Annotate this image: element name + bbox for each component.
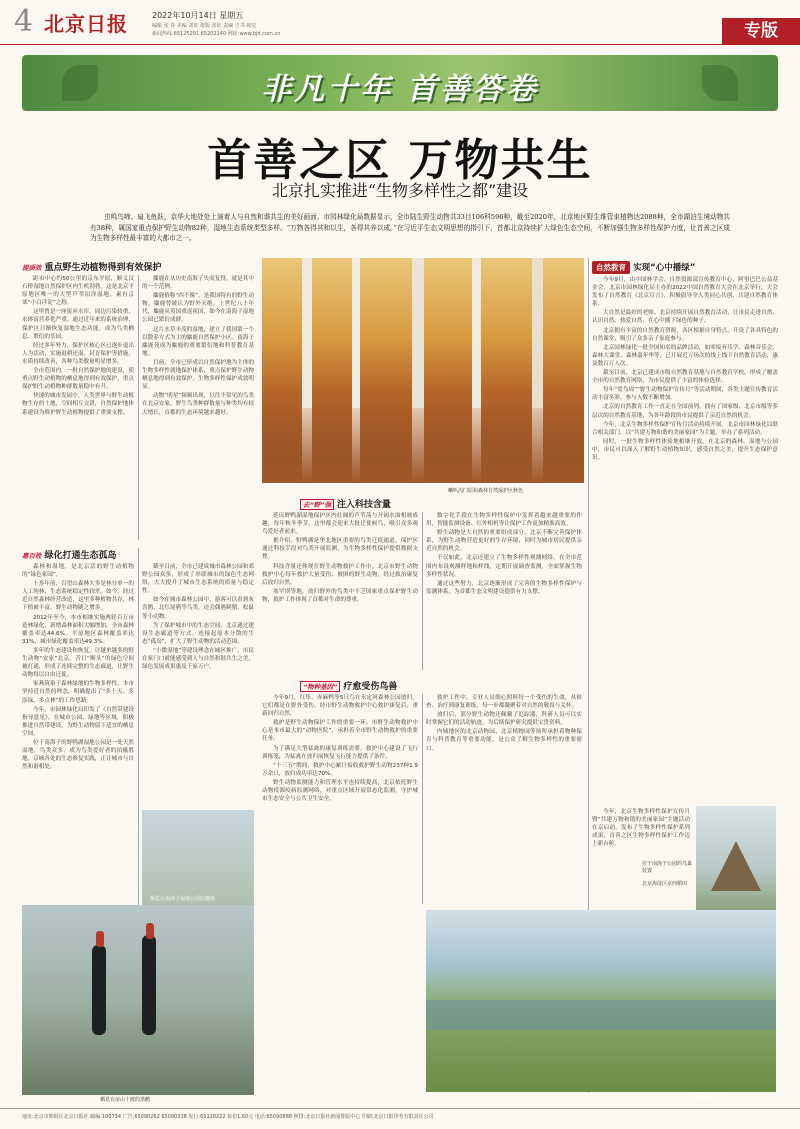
paragraph: 如今在城市森林公园中，游客可以看到灰喜鹊、北红尾鸲等鸟类，还会偶遇刺猬、松鼠等小动物。 <box>142 597 254 620</box>
section-3-column-2 <box>426 512 582 670</box>
section-5-stamp: 自然教育 <box>592 261 630 274</box>
paragraph: 塞罕坝等地，放归野外的鸟类中不乏国家重点保护野生动物，救护工作体现了首都对生命的尊重。 <box>262 588 418 603</box>
paragraph: 这片水草丰茂的湿地，建立了我国第一个以散养方式为主的麋鹿自然保护小区。南海子麋鹿苑成为麋鹿的重要繁衍地和科普教育基地。 <box>142 326 254 357</box>
paragraph: 同时，一批生物多样性体验地相继开放，在北京的森林、湿地与公园中，市民可以深入了解野生动植物知识，感受自然之美，提升生态保护意识。 <box>592 438 778 461</box>
section-3-tag: 去“野”强 <box>300 499 334 510</box>
column-rule <box>422 512 423 670</box>
section-3-column-1 <box>262 512 418 670</box>
headline-subtitle: 北京扎实推进“生物多样性之都”建设 <box>271 181 529 200</box>
paragraph: 这里曾是一座废弃水库，周边污染较重，水体富营养化严重。通过近年来的系统治理，保护区日渐恢复湿地生态功能，成为鸟类栖息、繁衍的乐园。 <box>22 309 134 340</box>
column-rule <box>138 275 139 540</box>
paragraph: 多年的生态建设和恢复，让越来越多的野生动物“安家”北京。昔日“断头”的绿色空间被打通，形成了连续完整的生态廊道，让野生动物得以自由迁徙。 <box>22 647 134 679</box>
lead-paragraph: 虫鸣鸟啼、扇飞鱼跃，京华大地处处上演着人与自然和谐共生的美好画面。市园林绿化局数据显示，全市陆生野生动物共33目106科596种，截至2020年，北京地区野生维管束植物达2088种，全市湖泊生境动物共有38种，属国家重点保护野生动物82种，湿地生态系统类型多样。“万物各得其和以生，各得其养以成。”在习近平生态文明思想的指引下，首都北京持续扩大绿色生态空间，不断加强生物多样性保护力度，让首善之区成为生物多样性最丰富的大都市之一。 <box>90 213 730 242</box>
photo-nest-installation <box>696 806 776 910</box>
section-2-header <box>22 548 117 561</box>
section-5-column-2 <box>592 808 693 908</box>
paragraph: 通过这些努力，北京逐渐形成了完善的生物多样性保护与监测体系，为首都生态文明建设提供有力支撑。 <box>426 580 582 595</box>
paragraph: 放归后，部分野生动物还佩戴了追踪器，科研人员可以实时掌握它们的活动轨迹，为后续保护研究提供宝贵资料。 <box>426 712 582 727</box>
section-4-tag: “物种基因” <box>300 681 340 692</box>
paragraph: 科技含量还体现在野生动物救护工作中。北京市野生动物救护中心每年救护大量受伤、被困的野生动物，经过救治康复后放归自然。 <box>262 563 418 586</box>
caption-black-stork: 栖息在房山十渡的黑鹳 <box>100 1097 151 1103</box>
paragraph: 北京拥有丰富的自然教育资源，各区根据自身特点，开设了各具特色的自然课堂，吸引了众多亲子家庭参与。 <box>592 327 778 342</box>
section-4-column-1 <box>262 694 418 1094</box>
caption-deer: 栖息在南海子湿地公园的麋鹿 <box>150 896 216 902</box>
paragraph: 经过多年努力，保护区核心区已逐步退出人为活动，实施退耕还湿、封育保护等措施，水质持续改善，各种鸟类数量明显增多。 <box>22 342 134 365</box>
paragraph: 全市范围内，一批自然保护地的建设，使重点野生动植物的栖息地得到有效保护，重点保护野生动植物种群数量稳中有升。 <box>22 368 134 391</box>
paragraph: 今年，北京生物多样性保护宣传月活动持续开展，北京市园林绿化局联合相关部门，以“共建万物和谐的美丽家园”为主题，举办了系列活动。 <box>592 421 778 436</box>
footer-info: 地址:北京市朝阳区北京日报社 邮编:100734 广告:65090262 65090338 发行:65128222 每份1.60元 电话:65090888 照排:北京日报社新闻排版中心 印刷:北京日报印务有限责任公司 <box>22 1114 434 1120</box>
photo-black-stork <box>22 905 254 1095</box>
special-badge: 专版 <box>722 18 800 44</box>
section-1-header <box>22 260 162 273</box>
photo-autumn-forest <box>262 258 584 483</box>
paragraph: 今年9月，由中国林学会、自然资源部宣传教育中心、阿里巴巴公益基金会、北京市园林绿化局主办的2022中国自然教育大会在北京举行，大会发布了自然教育《北京宣言》，积极倡导全人类同心共创、共建自然教育体系。 <box>592 277 778 308</box>
paragraph: 延庆野鸭湖湿地保护区内壮阔的芦苇荡与开阔水面相映成趣，每年秋冬季节，这里都会迎来大批迁徙候鸟，吸引众多观鸟爱好者前来。 <box>262 513 418 536</box>
paragraph: 麋鹿俗称“四不像”，是我国特有的野生动物。麋鹿曾被认为野外灭绝。上世纪八十年代，麋鹿从英国重返祖国，如今在南海子湿地公园已繁衍成群。 <box>142 293 254 324</box>
paragraph: 距市中心约50公里的京东平原，顺义汉石桥湿地自然保护区内生机勃勃。这是北京平原地区唯一的大型芦苇沼泽湿地，素有京郊“小白洋淀”之称。 <box>22 276 134 307</box>
editors-line: 编辑 张 春 美编 刘征 排版 张征 责编 吉书 视觉 <box>152 23 257 29</box>
section-4-title: 疗愈受伤鸟兽 <box>343 682 398 692</box>
section-2-tag: 惠百姓 <box>22 552 42 560</box>
page-number: 4 <box>14 4 34 39</box>
section-4-column-2 <box>426 694 582 904</box>
paragraph: 家燕筑巢于森林绿地的生物多样性，本市坚持近自然的理念，明确提出了“多上天、多添绿、多点林”的工作思路。 <box>22 681 134 704</box>
paragraph: 救护工作中，专业人员细心照料每一个受伤的生命，从检查、治疗到康复训练，每一步都凝聚着对自然的敬畏与关怀。 <box>426 695 582 710</box>
section-2-title: 绿化打通生态孤岛 <box>44 551 117 561</box>
paragraph: 野生动物是大自然的重要组成部分，北京不断完善保护体系，为野生动物营造更好的生存环境，同时为城市居民提供亲近自然的机会。 <box>426 530 582 553</box>
section-5-title: 实现“心中播绿” <box>633 263 696 273</box>
paragraph: 为了满足大型猛禽的康复训练需要，救护中心建设了飞行训练笼，为猛禽在放归前恢复飞行能力提供了条件。 <box>262 745 418 760</box>
paragraph: 森林和湿地，是北京活的野生动植物的“绿色家园”。 <box>22 564 134 579</box>
section-1-column-1 <box>22 275 134 540</box>
paragraph: 位于南海子的野鸭湖湿地公园是一处天然湿地，鸟类众多，成为鸟类爱好者的拍摄胜地。京城各处的生态修复实践，正让城市与自然和谐相处。 <box>22 739 134 771</box>
paragraph: 截至目前，全市已建成城市森林公园和郊野公园众多，形成了串联城市的绿色生态网络，大大提升了城市生态系统的质量与稳定性。 <box>142 564 254 595</box>
section-2-column-2 <box>142 563 254 803</box>
masthead-rule <box>0 44 800 45</box>
section-1-title: 重点野生动植物得到有效保护 <box>44 263 162 273</box>
banner <box>22 55 778 111</box>
paragraph: 据介绍，野鸭湖是华北地区重要的鸟类迁徙通道，保护区通过科技手段对鸟类开展监测，为生物多样性保护提供数据支撑。 <box>262 538 418 561</box>
paragraph: 每年“爱鸟周”“野生动物保护宣传月”等活动期间，各类主题宣传教育活动丰富多彩，参与人数不断增加。 <box>592 387 778 402</box>
paragraph: 内城地区的北京动物园、北京植物园等场所承担着物种保育与科普教育等重要功能，是公众了解生物多样性的重要窗口。 <box>426 729 582 752</box>
paragraph: 今年，北京生物多样性保护宣传月暨“共建万物和谐的美丽家园”主题活动在京启动，发布了生物多样性保护系列成果，首善之区生物多样性保护工作迈上新台阶。 <box>592 809 690 848</box>
footer-rule <box>0 1108 800 1109</box>
issue-date: 2022年10月14日 星期五 <box>152 11 244 20</box>
paper-name: 北京日报 <box>44 12 128 36</box>
paragraph: “十三五”期间，救护中心累计接收救护野生动物237种1.9万余只，放归成功率达70%。 <box>262 762 418 777</box>
banner-title: 非凡十年 首善答卷 <box>261 72 539 107</box>
headline-title: 首善之区 万物共生 <box>207 135 593 186</box>
paragraph: 今年，市园林绿化局印发了《自然带建设指导意见》，在城市公园、绿地等区域，积极推进自然带建设，为野生动物留下适宜的栖息空间。 <box>22 706 134 737</box>
paragraph: 目前，全市已形成以自然保护地为主体的生物多样性就地保护体系，重点保护野生动物栖息地得到有效保护，生物多样性保护成效明显。 <box>142 359 254 391</box>
paragraph: 大自然是最好的老师。北京持续开展自然教育活动，让市民走进自然、认识自然、热爱自然，在心中播下绿色的种子。 <box>592 310 778 325</box>
section-3-title: 注入科技含量 <box>336 500 391 510</box>
caption-rice-field-beijing: 北京海淀区京西稻田 <box>642 881 688 887</box>
paragraph: 不仅如此，北京还建立了生物多样性观测网络，在全市范围内布设观测样地和样线，定期开展调查监测，全面掌握生物多样性状况。 <box>426 555 582 578</box>
section-5-header <box>592 261 695 274</box>
section-3-header <box>300 497 391 510</box>
paragraph: 为了保护城市中的生态空间，北京通过建设生态廊道等方式，连接起原本分散的生态“孤岛”，扩大了野生动物的活动范围。 <box>142 622 254 645</box>
section-1-tag: 提质效 <box>22 264 42 272</box>
paragraph: 北京的自然教育工作一直走在全国前列，拥有了国家级、北京市级等多层次的自然教育基地，为各年龄段的市民提供了亲近自然的机会。 <box>592 404 778 419</box>
hotline-line: 新闻热线:65125291 65202140 网址:www.bjd.com.cn <box>152 31 281 37</box>
paragraph: 野生动物监测能力和管理水平也持续提高，北京依托野生动物疫源疫病监测网络，对重点区域开展常态化监测，守护城市生态安全与公共卫生安全。 <box>262 779 418 803</box>
photo-rice-field <box>426 910 776 1092</box>
paragraph: 今年9月，红隼、赤麻鸭等5只鸟在永定河森林公园放归。它们都是在野外受伤、经市野生动物救护中心救护康复后，重新回归自然。 <box>262 695 418 718</box>
paragraph: 十多年前，百望山森林大多是林分单一的人工纯林，生态系统稳定性较差。如今，经过近自然森林经营改造，这里多种植物共存，林下植被丰富，野生动物随之增多。 <box>22 581 134 612</box>
paragraph: “小微湿地”等建设理念在城区推广，市民在家门口就能感受到人与自然和谐共生之美，绿色发展成果惠及千家万户。 <box>142 647 254 671</box>
caption-autumn-forest: 喇叭沟门原始森林自然保护区秋色 <box>448 488 524 494</box>
paragraph: 救护是野生动物保护工作的重要一环。市野生动物救护中心是本市最大的“动物医院”，承担着全市野生动物救护的重要任务。 <box>262 720 418 743</box>
paragraph: 动物“明星”频频出现，以往不常见的鸟类在北京安家，野生鸟类种群数量与种类均有较大增长，首都的生态环境越来越好。 <box>142 393 254 416</box>
paragraph: 北京园林绿化一批全国知名的品牌活动，如零废弃乐学、森林音乐会、森林大课堂、森林嘉年华等，已开展近万场次的线上线下自然教育活动，惠及数百万人次。 <box>592 344 778 367</box>
paragraph: 麋鹿在从历史南海子失而复得，就是其中的一个范例。 <box>142 276 254 291</box>
paragraph: 数字化手段在生物多样性保护中发挥着越来越重要的作用，智能监测设备、红外相机等让保护工作更加精准高效。 <box>426 513 582 528</box>
caption-nest-installation: 位于南海子公园的鸟巢装置 <box>642 861 693 874</box>
paragraph: 快速的城市发展中，人类世界与野生动植物生存的土地，空间相互交错，自然保护地体系建设为维护野生动植物提供了重要支撑。 <box>22 393 134 416</box>
paragraph: 2012年至今，本市相继实施两轮百万亩造林绿化，新增森林面积大幅增加，全市森林覆盖率达44.6%。平原地区森林覆盖率达31%，城市绿化覆盖率达49.3%。 <box>22 614 134 645</box>
paragraph: 截至目前，北京已建成市级自然教育基地与自然教育学校，形成了覆盖全市的自然教育网络，为市民提供了丰富的体验选择。 <box>592 370 778 385</box>
section-4-header <box>300 679 397 692</box>
column-rule <box>422 694 423 904</box>
section-1-column-2 <box>142 275 254 540</box>
section-5-column-1 <box>592 276 778 806</box>
caption-rice-field: 野鸭湖湿地公园 <box>690 1095 726 1101</box>
masthead <box>0 0 800 44</box>
